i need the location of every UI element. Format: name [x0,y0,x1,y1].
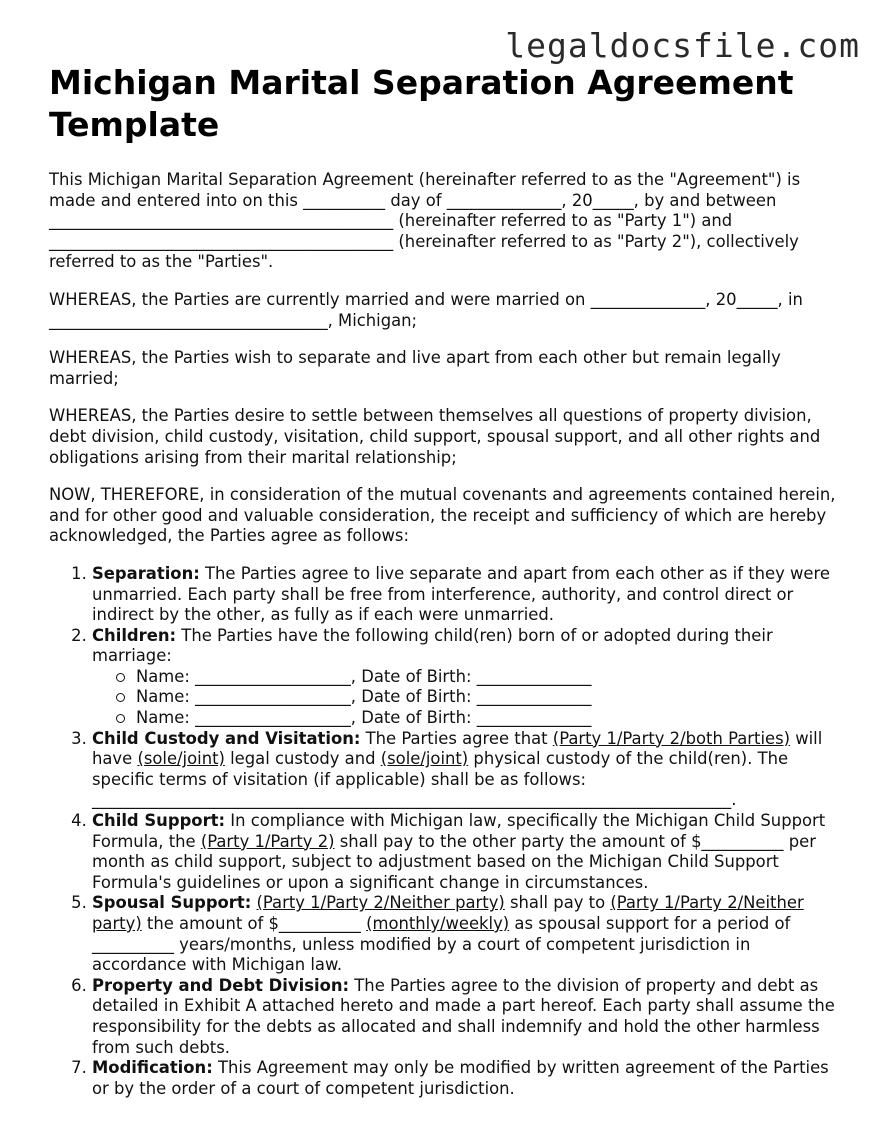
child-entry: Name: ___________________, Date of Birth: ______________ [116,687,849,708]
whereas-paragraph-3: WHEREAS, the Parties desire to settle between themselves all questions of property division, debt division, child custody, visitation, child support, spousal support, and all other rights and obligations arising from their marital relationship; [49,406,821,467]
section-text: The Parties agree to the division of property and debt as detailed in Exhibit A attached hereto and made a part hereof. Each party shall assume the responsibility for the debts as allocated and shall indemnify and hold the other harmless from such debts. [92,975,835,1057]
section-text: shall pay to the other party the amount of $__________ per month as child support, subject to adjustment based on the Michigan Child Support Formula's guidelines or upon a significant change in circumstances. [92,831,816,892]
section-text: legal custody and [224,749,381,769]
section-text: This Agreement may only be modified by written agreement of the Parties or by the order of a court of competent jurisdiction. [92,1058,829,1098]
option-field: (sole/joint) [137,749,225,769]
section-heading: Spousal Support: [92,893,252,913]
section-text: The Parties agree to live separate and apart from each other as if they were unmarried. Each party shall be free from interference, authority, and control direct or indirect by the other, as fully as if each were unmarried. [92,563,830,625]
section-text: shall pay to [504,893,611,913]
option-field: (Party 1/Party 2/both Parties) [552,728,791,748]
option-field: (monthly/weekly) [366,914,510,933]
document-body [49,170,849,1099]
section-child-support [92,811,849,893]
section-heading: Children: [92,625,177,645]
section-separation [92,564,849,626]
page-title: Michigan Marital Separation Agreement Template [49,63,794,144]
section-text: The Parties have the following child(ren) born of or adopted during their marriage: [92,625,773,666]
intro-paragraph: This Michigan Marital Separation Agreement (hereinafter referred to as the "Agreement") is made and entered into on this __________ day of ______________, 20_____, by and between __________________________________________ (hereinafter referred to as "Party 1") and __________________________________________ (hereinafter referred to as "Party 2"), collectively referred to as the "Parties". [49,170,801,272]
agreement-sections [49,564,849,1099]
child-entry: Name: ___________________, Date of Birth: ______________ [116,708,849,729]
children-list [92,667,849,729]
section-modification [92,1058,849,1099]
option-field: (sole/joint) [380,749,469,769]
now-therefore-paragraph: NOW, THEREFORE, in consideration of the mutual covenants and agreements contained herein, and for other good and valuable consideration, the receipt and sufficiency of which are hereby acknowledged, the Parties agree as follows: [49,485,836,546]
section-text: In compliance with Michigan law, specifically the Michigan Child Support Formula, the [92,811,826,851]
section-text: as spousal support for a period of __________ years/months, unless modified by a court of competent jurisdiction in accordance with Michigan law. [92,914,791,975]
option-field: (Party 1/Party 2) [200,831,335,851]
whereas-paragraph-1: WHEREAS, the Parties are currently married and were married on ______________, 20_____, in __________________________________, Michigan; [49,289,803,330]
option-field: (Party 1/Party 2/Neither party) [92,893,804,933]
section-custody [92,729,849,811]
option-field: (Party 1/Party 2/Neither party) [256,893,505,913]
section-text: physical custody of the child(ren). The specific terms of visitation (if applicable) shall be as follows: ______________________________________________________________________________. [92,749,789,810]
section-heading: Separation: [92,563,200,583]
whereas-paragraph-2: WHEREAS, the Parties wish to separate and live apart from each other but remain legally married; [49,348,781,388]
section-heading: Child Custody and Visitation: [92,728,361,748]
section-text: will have [92,728,823,769]
section-heading: Modification: [92,1058,213,1078]
site-watermark: legaldocsfile.com [505,26,860,65]
section-children [92,626,849,729]
section-heading: Child Support: [92,811,226,831]
section-property-debt [92,976,849,1058]
section-text: the amount of $__________ [141,914,367,933]
section-spousal-support [92,893,849,975]
section-text: The Parties agree that [360,728,553,748]
child-entry: Name: ___________________, Date of Birth: ______________ [116,667,849,688]
section-heading: Property and Debt Division: [92,975,350,995]
